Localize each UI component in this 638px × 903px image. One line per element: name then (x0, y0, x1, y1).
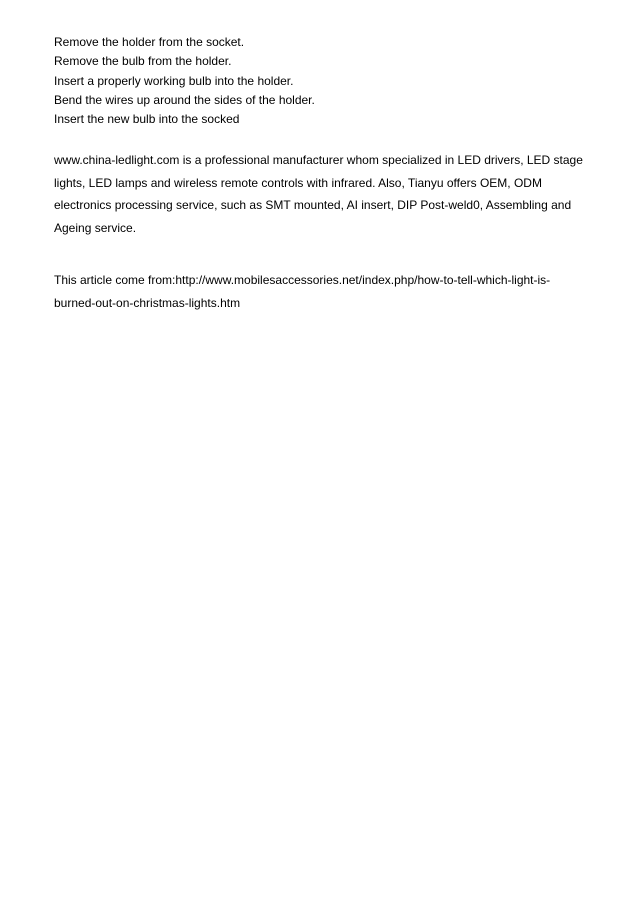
document-body (54, 33, 586, 314)
step-line: Remove the bulb from the holder. (54, 54, 232, 69)
source-paragraph: This article come from:http://www.mobilesaccessories.net/index.php/how-to-tell-which-light-is-burned-out-on-christmas-lights.htm (54, 273, 551, 310)
step-line: Bend the wires up around the sides of the holder. (54, 92, 315, 107)
step-line: Remove the holder from the socket. (54, 35, 245, 49)
instruction-steps (54, 33, 586, 129)
step-line: Insert a properly working bulb into the holder. (54, 73, 294, 88)
step-line: Insert the new bulb into the socked (54, 112, 240, 127)
company-paragraph: www.china-ledlight.com is a professional manufacturer whom specialized in LED drivers, LED stage lights, LED lamps and wireless remote controls with infrared. Also, Tianyu offers OEM, ODM electronics processing service, such as SMT mounted, AI insert, DIP Post-weld0, Assembling and Ageing service. (54, 153, 583, 235)
